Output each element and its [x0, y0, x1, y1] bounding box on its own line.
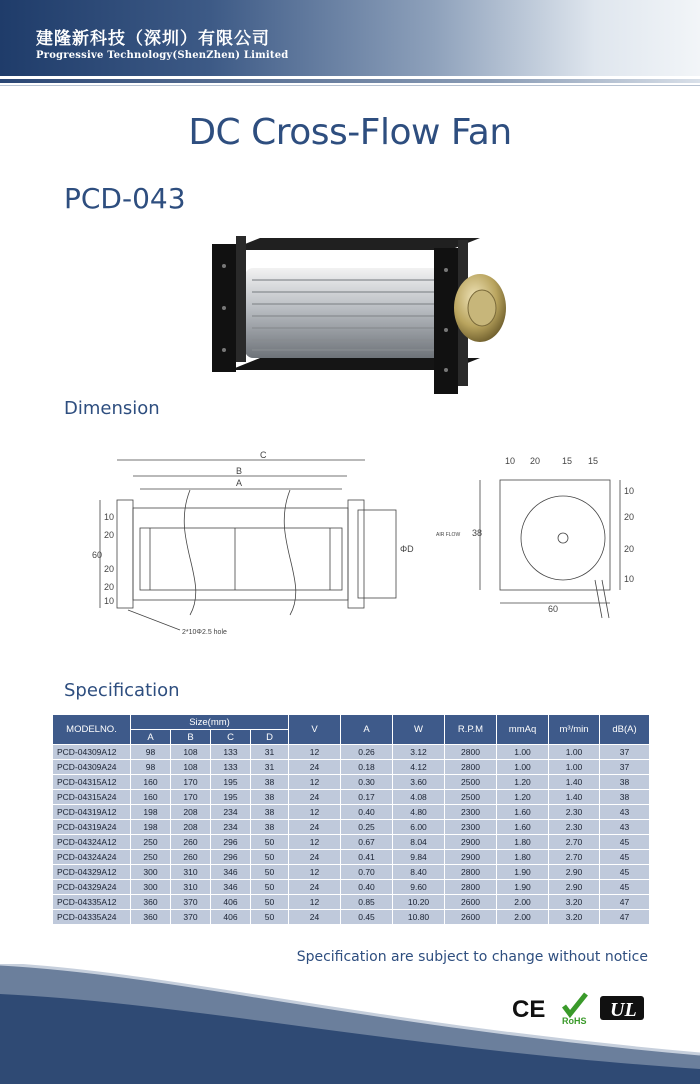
dim-label-b: B: [236, 466, 243, 476]
dim-label-10a: 10: [104, 512, 115, 522]
table-cell: 1.60: [497, 820, 549, 835]
table-cell: 2500: [445, 790, 497, 805]
header-size: Size(mm): [131, 715, 289, 730]
table-cell: 2.00: [497, 910, 549, 925]
specification-table-body: [53, 745, 650, 925]
table-cell: 50: [251, 880, 289, 895]
table-cell: 50: [251, 865, 289, 880]
table-cell: 1.00: [497, 760, 549, 775]
table-row: [53, 775, 650, 790]
table-cell: 2800: [445, 760, 497, 775]
table-cell: 208: [171, 805, 211, 820]
header-a: A: [341, 715, 393, 745]
table-cell: 406: [211, 910, 251, 925]
table-cell: 0.30: [341, 775, 393, 790]
table-cell: 98: [131, 745, 171, 760]
table-cell: 24: [289, 850, 341, 865]
fan-product-photo: [200, 230, 510, 400]
table-cell: 3.60: [393, 775, 445, 790]
model-cell: PCD-04335A12: [53, 895, 131, 910]
table-cell: 260: [171, 850, 211, 865]
header-size-d: D: [251, 730, 289, 745]
table-cell: 38: [251, 790, 289, 805]
air-flow-label: AIR FLOW: [436, 532, 461, 538]
rohs-mark: RoHS: [562, 1016, 587, 1026]
table-row: [53, 790, 650, 805]
table-cell: 198: [131, 805, 171, 820]
table-cell: 300: [131, 865, 171, 880]
model-cell: PCD-04319A12: [53, 805, 131, 820]
table-row: [53, 865, 650, 880]
table-cell: 1.40: [549, 775, 600, 790]
table-cell: 45: [600, 880, 650, 895]
table-row: [53, 850, 650, 865]
table-cell: 360: [131, 895, 171, 910]
header-airflow: m³/min: [549, 715, 600, 745]
table-cell: 10.20: [393, 895, 445, 910]
table-cell: 1.80: [497, 835, 549, 850]
table-cell: 37: [600, 760, 650, 775]
table-cell: 300: [131, 880, 171, 895]
table-cell: 2.30: [549, 820, 600, 835]
table-cell: 360: [131, 910, 171, 925]
table-cell: 0.45: [341, 910, 393, 925]
table-cell: 250: [131, 850, 171, 865]
table-cell: 2900: [445, 835, 497, 850]
table-cell: 370: [171, 910, 211, 925]
table-cell: 2.90: [549, 880, 600, 895]
table-cell: 1.00: [549, 745, 600, 760]
table-cell: 170: [171, 775, 211, 790]
table-cell: 50: [251, 910, 289, 925]
dimension-drawing: [90, 440, 650, 640]
header-size-b: B: [171, 730, 211, 745]
model-cell: PCD-04335A24: [53, 910, 131, 925]
table-cell: 12: [289, 895, 341, 910]
table-cell: 108: [171, 745, 211, 760]
header-divider: [0, 79, 700, 83]
table-cell: 47: [600, 895, 650, 910]
table-cell: 2.70: [549, 850, 600, 865]
table-cell: 160: [131, 790, 171, 805]
table-cell: 346: [211, 880, 251, 895]
table-cell: 47: [600, 910, 650, 925]
table-cell: 2300: [445, 805, 497, 820]
header-banner: [0, 0, 700, 76]
model-cell: PCD-04309A12: [53, 745, 131, 760]
table-cell: 346: [211, 865, 251, 880]
table-cell: 45: [600, 865, 650, 880]
table-cell: 43: [600, 805, 650, 820]
header-w: W: [393, 715, 445, 745]
model-cell: PCD-04324A24: [53, 850, 131, 865]
table-cell: 3.20: [549, 895, 600, 910]
side-label-top-1: 10: [505, 456, 516, 466]
table-cell: 24: [289, 910, 341, 925]
table-cell: 2500: [445, 775, 497, 790]
table-cell: 10.80: [393, 910, 445, 925]
ul-mark-icon: [600, 996, 644, 1021]
table-cell: 234: [211, 820, 251, 835]
header-v: V: [289, 715, 341, 745]
table-cell: 12: [289, 745, 341, 760]
table-row: [53, 895, 650, 910]
header-mmaq: mmAq: [497, 715, 549, 745]
table-cell: 8.04: [393, 835, 445, 850]
dim-label-20c: 20: [104, 582, 115, 592]
table-cell: 1.40: [549, 790, 600, 805]
model-cell: PCD-04319A24: [53, 820, 131, 835]
table-row: [53, 745, 650, 760]
company-name-en: Progressive Technology(ShenZhen) Limited: [36, 50, 289, 61]
side-label-top-3: 15: [562, 456, 573, 466]
table-cell: 1.20: [497, 775, 549, 790]
table-cell: 1.60: [497, 805, 549, 820]
dim-label-a: A: [236, 478, 243, 488]
table-cell: 234: [211, 805, 251, 820]
table-cell: 170: [171, 790, 211, 805]
table-cell: 31: [251, 760, 289, 775]
table-cell: 0.17: [341, 790, 393, 805]
header-db: dB(A): [600, 715, 650, 745]
side-label-38: 38: [472, 528, 483, 538]
table-cell: 9.60: [393, 880, 445, 895]
table-cell: 133: [211, 745, 251, 760]
hole-note: 2*10Φ2.5 hole: [182, 629, 227, 636]
table-cell: 2600: [445, 895, 497, 910]
table-cell: 12: [289, 775, 341, 790]
table-cell: 4.80: [393, 805, 445, 820]
header-divider-thin: [0, 85, 700, 86]
table-cell: 0.40: [341, 880, 393, 895]
certification-marks: [512, 990, 652, 1026]
dim-label-10b: 10: [104, 596, 115, 606]
header-size-c: C: [211, 730, 251, 745]
model-cell: PCD-04309A24: [53, 760, 131, 775]
table-cell: 4.12: [393, 760, 445, 775]
page-title: DC Cross-Flow Fan: [188, 112, 512, 153]
side-label-right-2: 20: [624, 512, 635, 522]
table-cell: 2.30: [549, 805, 600, 820]
table-cell: 24: [289, 820, 341, 835]
table-cell: 310: [171, 880, 211, 895]
table-cell: 50: [251, 850, 289, 865]
table-cell: 50: [251, 835, 289, 850]
table-cell: 38: [600, 775, 650, 790]
dim-label-60: 60: [92, 550, 103, 560]
table-cell: 45: [600, 850, 650, 865]
dim-label-c: C: [260, 450, 267, 460]
table-cell: 296: [211, 850, 251, 865]
model-cell: PCD-04329A24: [53, 880, 131, 895]
side-label-60: 60: [548, 604, 559, 614]
table-cell: 2.70: [549, 835, 600, 850]
specification-table: [52, 714, 650, 925]
table-row: [53, 880, 650, 895]
table-cell: 0.26: [341, 745, 393, 760]
table-row: [53, 820, 650, 835]
table-cell: 31: [251, 745, 289, 760]
table-cell: 6.00: [393, 820, 445, 835]
table-cell: 8.40: [393, 865, 445, 880]
table-cell: 0.70: [341, 865, 393, 880]
dim-label-20b: 20: [104, 564, 115, 574]
table-cell: 1.00: [549, 760, 600, 775]
model-cell: PCD-04329A12: [53, 865, 131, 880]
table-cell: 406: [211, 895, 251, 910]
side-label-right-4: 10: [624, 574, 635, 584]
table-cell: 195: [211, 775, 251, 790]
table-cell: 45: [600, 835, 650, 850]
table-cell: 208: [171, 820, 211, 835]
table-row: [53, 805, 650, 820]
table-row: [53, 760, 650, 775]
table-cell: 296: [211, 835, 251, 850]
table-cell: 195: [211, 790, 251, 805]
table-cell: 3.12: [393, 745, 445, 760]
table-row: [53, 835, 650, 850]
table-cell: 108: [171, 760, 211, 775]
table-cell: 38: [251, 775, 289, 790]
model-cell: PCD-04324A12: [53, 835, 131, 850]
header-model: MODELNO.: [53, 715, 131, 745]
table-cell: 24: [289, 790, 341, 805]
side-label-top-4: 15: [588, 456, 599, 466]
table-cell: 250: [131, 835, 171, 850]
table-cell: 0.18: [341, 760, 393, 775]
table-cell: 2900: [445, 850, 497, 865]
table-cell: 2.00: [497, 895, 549, 910]
table-cell: 2800: [445, 865, 497, 880]
header-rpm: R.P.M: [445, 715, 497, 745]
table-cell: 24: [289, 880, 341, 895]
table-cell: 1.20: [497, 790, 549, 805]
side-label-top-2: 20: [530, 456, 541, 466]
table-cell: 4.08: [393, 790, 445, 805]
table-cell: 9.84: [393, 850, 445, 865]
table-cell: 3.20: [549, 910, 600, 925]
table-cell: 1.90: [497, 865, 549, 880]
side-label-right-3: 20: [624, 544, 635, 554]
table-cell: 12: [289, 835, 341, 850]
table-cell: 198: [131, 820, 171, 835]
table-cell: 24: [289, 760, 341, 775]
dim-label-d: ΦD: [400, 544, 414, 554]
table-cell: 1.80: [497, 850, 549, 865]
model-number: PCD-043: [64, 182, 186, 215]
table-cell: 260: [171, 835, 211, 850]
header-size-a: A: [131, 730, 171, 745]
table-cell: 38: [251, 820, 289, 835]
table-row: [53, 910, 650, 925]
table-cell: 0.25: [341, 820, 393, 835]
table-cell: 160: [131, 775, 171, 790]
table-cell: 0.85: [341, 895, 393, 910]
table-cell: 2800: [445, 880, 497, 895]
company-name-cn: 建隆新科技（深圳）有限公司: [36, 29, 270, 49]
model-cell: PCD-04315A12: [53, 775, 131, 790]
table-cell: 98: [131, 760, 171, 775]
table-cell: 1.90: [497, 880, 549, 895]
model-cell: PCD-04315A24: [53, 790, 131, 805]
table-cell: 0.67: [341, 835, 393, 850]
table-cell: 1.00: [497, 745, 549, 760]
table-cell: 0.40: [341, 805, 393, 820]
table-cell: 38: [600, 790, 650, 805]
table-cell: 2600: [445, 910, 497, 925]
table-cell: 133: [211, 760, 251, 775]
table-cell: 37: [600, 745, 650, 760]
table-cell: 310: [171, 865, 211, 880]
ce-mark-icon: CE: [512, 996, 546, 1023]
table-cell: 0.41: [341, 850, 393, 865]
table-cell: 2300: [445, 820, 497, 835]
dim-label-20a: 20: [104, 530, 115, 540]
specification-heading: Specification: [64, 680, 180, 701]
rohs-check-icon: [564, 994, 586, 1014]
svg-text:UL: UL: [610, 999, 637, 1021]
spec-notice: Specification are subject to change without notice: [296, 949, 648, 965]
table-cell: 12: [289, 805, 341, 820]
table-cell: 38: [251, 805, 289, 820]
table-cell: 12: [289, 865, 341, 880]
table-cell: 2800: [445, 745, 497, 760]
table-cell: 370: [171, 895, 211, 910]
table-cell: 2.90: [549, 865, 600, 880]
side-label-right-1: 10: [624, 486, 635, 496]
dimension-heading: Dimension: [64, 398, 160, 419]
table-cell: 50: [251, 895, 289, 910]
table-cell: 43: [600, 820, 650, 835]
